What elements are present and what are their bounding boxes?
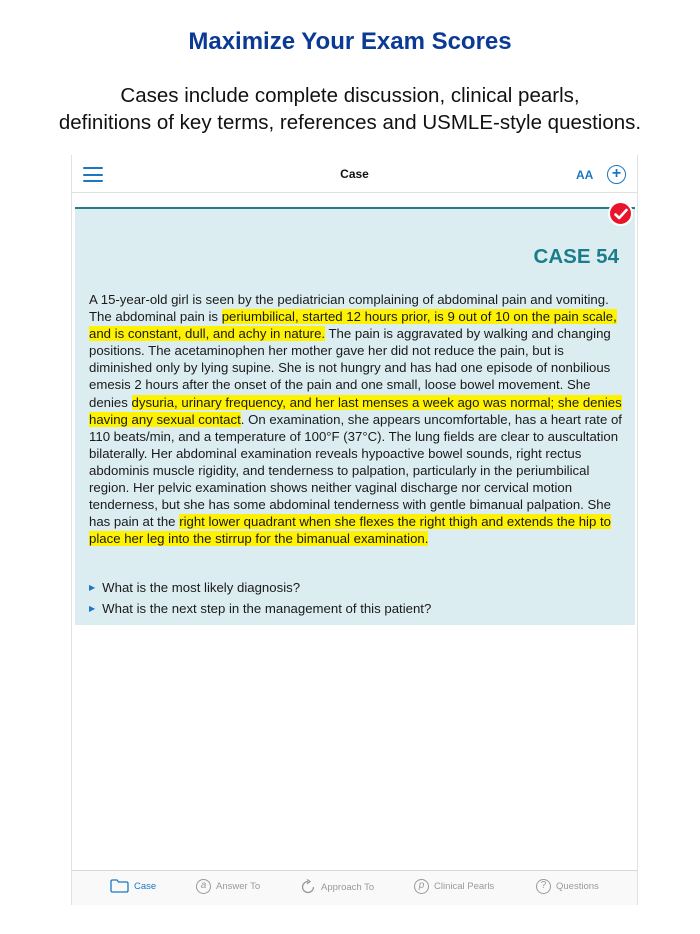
plus-circle-icon[interactable]: + [607, 165, 626, 184]
question-item-diagnosis[interactable] [89, 577, 619, 598]
tab-questions[interactable] [536, 879, 599, 894]
case-text-segment: A 15-year-old girl is seen by the pediatrician complaining of abdominal pain and vomiting. The abdominal pain is [89, 292, 609, 325]
tab-case[interactable] [110, 879, 156, 893]
tab-label: Approach To [321, 881, 375, 893]
case-panel [75, 207, 635, 625]
folder-icon [110, 879, 129, 893]
question-circle-icon: ? [536, 879, 551, 894]
tab-label: Answer To [216, 881, 261, 892]
rotate-arrow-icon [300, 879, 316, 895]
promo-subtitle [0, 82, 700, 136]
triangle-right-icon: ▶ [89, 583, 96, 592]
tab-clinical-pearls[interactable] [414, 879, 494, 894]
promo-subtitle-line2: definitions of key terms, references and USMLE-style questions. [58, 111, 642, 134]
pearl-p-icon: p [414, 879, 429, 894]
case-text-segment: The pain is aggravated by walking and changing positions. The acetaminophen her mother gave her did not reduce the pain, but is diminished only by lying supine. She is not hungry and has had one episode of nonbilious emesis 2 hours after the onset of the pain and one small, loose bowel movement. She denies [89, 326, 611, 410]
top-navigation-bar [72, 155, 637, 193]
bottom-tab-bar [72, 870, 637, 905]
tab-label: Clinical Pearls [434, 881, 495, 892]
promo-subtitle-line1: Cases include complete discussion, clinical pearls, [120, 84, 580, 107]
case-number: CASE 54 [533, 245, 619, 268]
check-circle-icon[interactable] [608, 201, 633, 226]
tab-answer-to[interactable] [196, 879, 260, 894]
at-sign-icon: a [196, 879, 211, 894]
screen-title: Case [340, 167, 369, 181]
promo-title: Maximize Your Exam Scores [188, 28, 512, 55]
font-size-button[interactable]: AA [576, 168, 594, 182]
question-text: What is the next step in the management of this patient? [102, 601, 432, 616]
question-item-management[interactable] [89, 598, 619, 619]
tab-approach-to[interactable] [300, 879, 374, 895]
triangle-right-icon: ▶ [89, 604, 96, 613]
question-text: What is the most likely diagnosis? [102, 580, 301, 595]
highlighted-text-segment: periumbilical, started 12 hours prior, is 9 out of 10 on the pain scale, and is constant, dull, and achy in nature. [89, 309, 617, 342]
case-description [89, 291, 623, 547]
highlighted-text-segment: dysuria, urinary frequency, and her last menses a week ago was normal; she denies having any sexual contact [89, 394, 622, 427]
highlighted-text-segment: right lower quadrant when she flexes the right thigh and extends the hip to place her leg into the stirrup for the bimanual examination. [89, 514, 611, 547]
app-screen [71, 155, 638, 905]
tab-label: Case [134, 880, 157, 892]
case-questions-list [89, 577, 619, 619]
case-text-segment: . On examination, she appears uncomfortable, has a heart rate of 110 beats/min, and a temperature of 100°F (37°C). The lung fields are clear to auscultation bilaterally. Her abdominal examination reveals hypoactive bowel sounds, right rectus abdominis muscle rigidity, and tenderness to palpation, particularly in the periumbilical region. Her pelvic examination shows neither vaginal discharge nor cervical motion tenderness, but she has some abdominal tenderness with gentle bimanual palpation. She has pain at the [89, 411, 622, 530]
tab-label: Questions [556, 881, 599, 892]
